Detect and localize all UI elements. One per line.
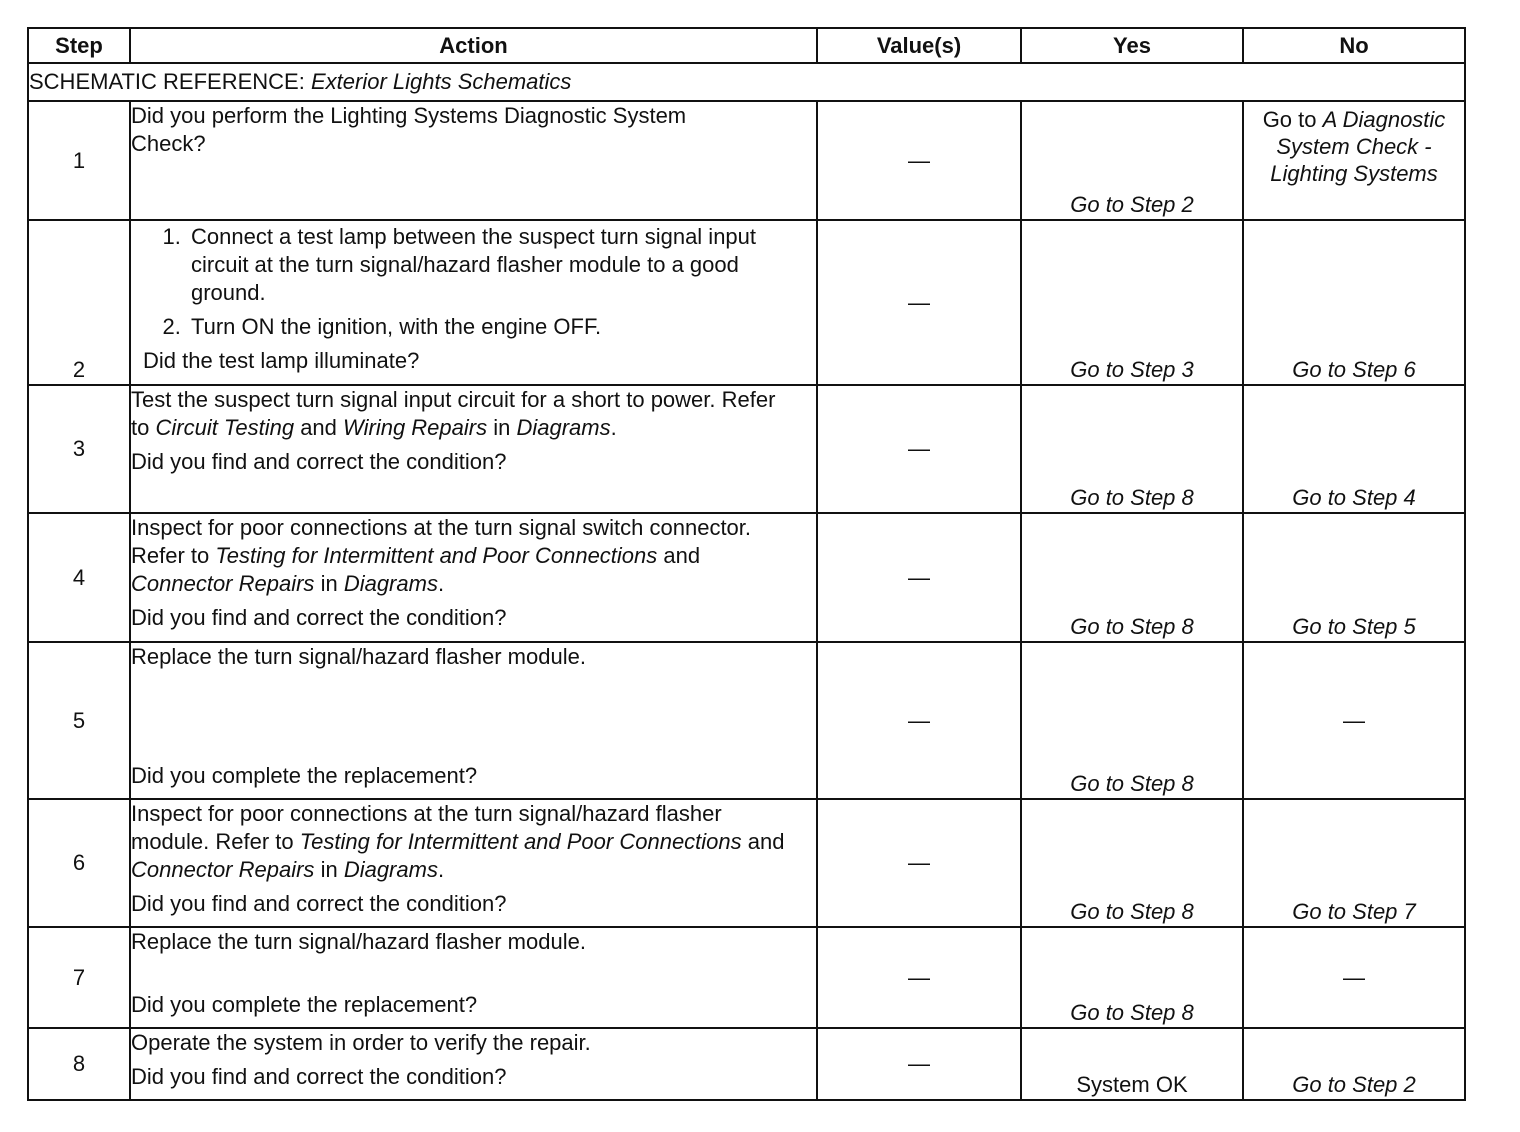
ref-link-testing-intermittent[interactable]: Testing for Intermittent and Poor Connections [215,543,658,568]
ref-link-diagrams[interactable]: Diagrams [516,415,611,440]
action-text: Replace the turn signal/hazard flasher module. [131,929,586,954]
table-row [28,385,1465,513]
value-cell: — [817,513,1021,642]
yes-cell[interactable]: Go to Step 8 [1021,513,1243,642]
ref-link-diagrams[interactable]: Diagrams [343,571,438,596]
step-number: 5 [28,642,130,799]
action-step-item: 2. Turn ON the ignition, with the engine OFF. [187,313,816,341]
schematic-reference-label: SCHEMATIC REFERENCE: [29,69,305,94]
table-row [28,101,1465,220]
value-cell: — [817,220,1021,385]
value-cell: — [817,642,1021,799]
step-number: 3 [28,385,130,513]
no-cell[interactable]: Go to Step 5 [1243,513,1465,642]
step-number: 7 [28,927,130,1028]
table-row [28,513,1465,642]
ref-link-connector-repairs[interactable]: Connector Repairs [131,857,315,882]
action-question: Did you complete the replacement? [131,763,478,788]
value-cell: — [817,385,1021,513]
yes-cell[interactable]: Go to Step 2 [1021,101,1243,220]
step-number: 1 [28,101,130,220]
no-cell[interactable]: Go to Step 2 [1243,1028,1465,1100]
action-steps-list [131,223,816,341]
table-row [28,927,1465,1028]
no-cell[interactable]: Go to Step 6 [1243,220,1465,385]
header-no: No [1243,28,1465,63]
action-question: Did you find and correct the condition? [131,605,507,630]
action-step-item: 1. Connect a test lamp between the suspect turn signal input circuit at the turn signal/hazard flasher module to a good ground. [187,223,816,307]
step-number: 2 [28,220,130,385]
ref-link-wiring-repairs[interactable]: Wiring Repairs [343,415,488,440]
action-text: Test the suspect turn signal input circuit for a short to power. Refer to Circuit Testing and Wiring Repairs in Diagrams. [131,387,776,440]
ref-link-diagrams[interactable]: Diagrams [343,857,438,882]
header-step: Step [28,28,130,63]
header-action: Action [130,28,817,63]
no-cell: — [1243,642,1465,799]
action-text: Operate the system in order to verify the repair. [131,1030,591,1055]
action-question: Did you find and correct the condition? [131,891,507,916]
yes-cell: System OK [1021,1028,1243,1100]
action-question: Did you find and correct the condition? [131,449,507,474]
ref-link-connector-repairs[interactable]: Connector Repairs [131,571,315,596]
action-text: Inspect for poor connections at the turn signal/hazard flasher module. Refer to Testing for Intermittent and Poor Connections and Connector Repairs in Diagrams. [131,801,785,882]
yes-cell[interactable]: Go to Step 8 [1021,799,1243,927]
value-cell: — [817,799,1021,927]
table-row [28,642,1465,799]
yes-cell[interactable]: Go to Step 8 [1021,385,1243,513]
step-number: 4 [28,513,130,642]
yes-cell[interactable]: Go to Step 3 [1021,220,1243,385]
schematic-reference-link[interactable]: Exterior Lights Schematics [310,69,572,94]
step-number: 6 [28,799,130,927]
value-cell: — [817,1028,1021,1100]
no-cell[interactable]: Go to Step 7 [1243,799,1465,927]
no-cell-link[interactable]: A Diagnostic System Check - Lighting Systems [1270,107,1446,186]
table-row [28,220,1465,385]
table-row [28,799,1465,927]
ref-link-circuit-testing[interactable]: Circuit Testing [155,415,295,440]
action-question: Did you find and correct the condition? [131,1064,507,1089]
no-cell: — [1243,927,1465,1028]
action-text: Replace the turn signal/hazard flasher module. [131,644,586,669]
ref-link-testing-intermittent[interactable]: Testing for Intermittent and Poor Connections [299,829,742,854]
action-question: Did the test lamp illuminate? [143,348,420,373]
step-number: 8 [28,1028,130,1100]
yes-cell[interactable]: Go to Step 8 [1021,927,1243,1028]
action-text: Did you perform the Lighting Systems Diagnostic System Check? [131,103,687,156]
value-cell: — [817,101,1021,220]
yes-cell[interactable]: Go to Step 8 [1021,642,1243,799]
no-cell-prefix: Go to [1262,107,1317,132]
action-text: Inspect for poor connections at the turn signal switch connector. Refer to Testing for Intermittent and Poor Connections and Connector Repairs in Diagrams. [131,515,752,596]
table-row [28,1028,1465,1100]
value-cell: — [817,927,1021,1028]
header-yes: Yes [1021,28,1243,63]
action-question: Did you complete the replacement? [131,992,478,1017]
no-cell[interactable]: Go to Step 4 [1243,385,1465,513]
header-row [28,28,1465,63]
diagnostic-table [27,27,1466,1101]
schematic-reference-row [28,63,1465,101]
header-values: Value(s) [817,28,1021,63]
